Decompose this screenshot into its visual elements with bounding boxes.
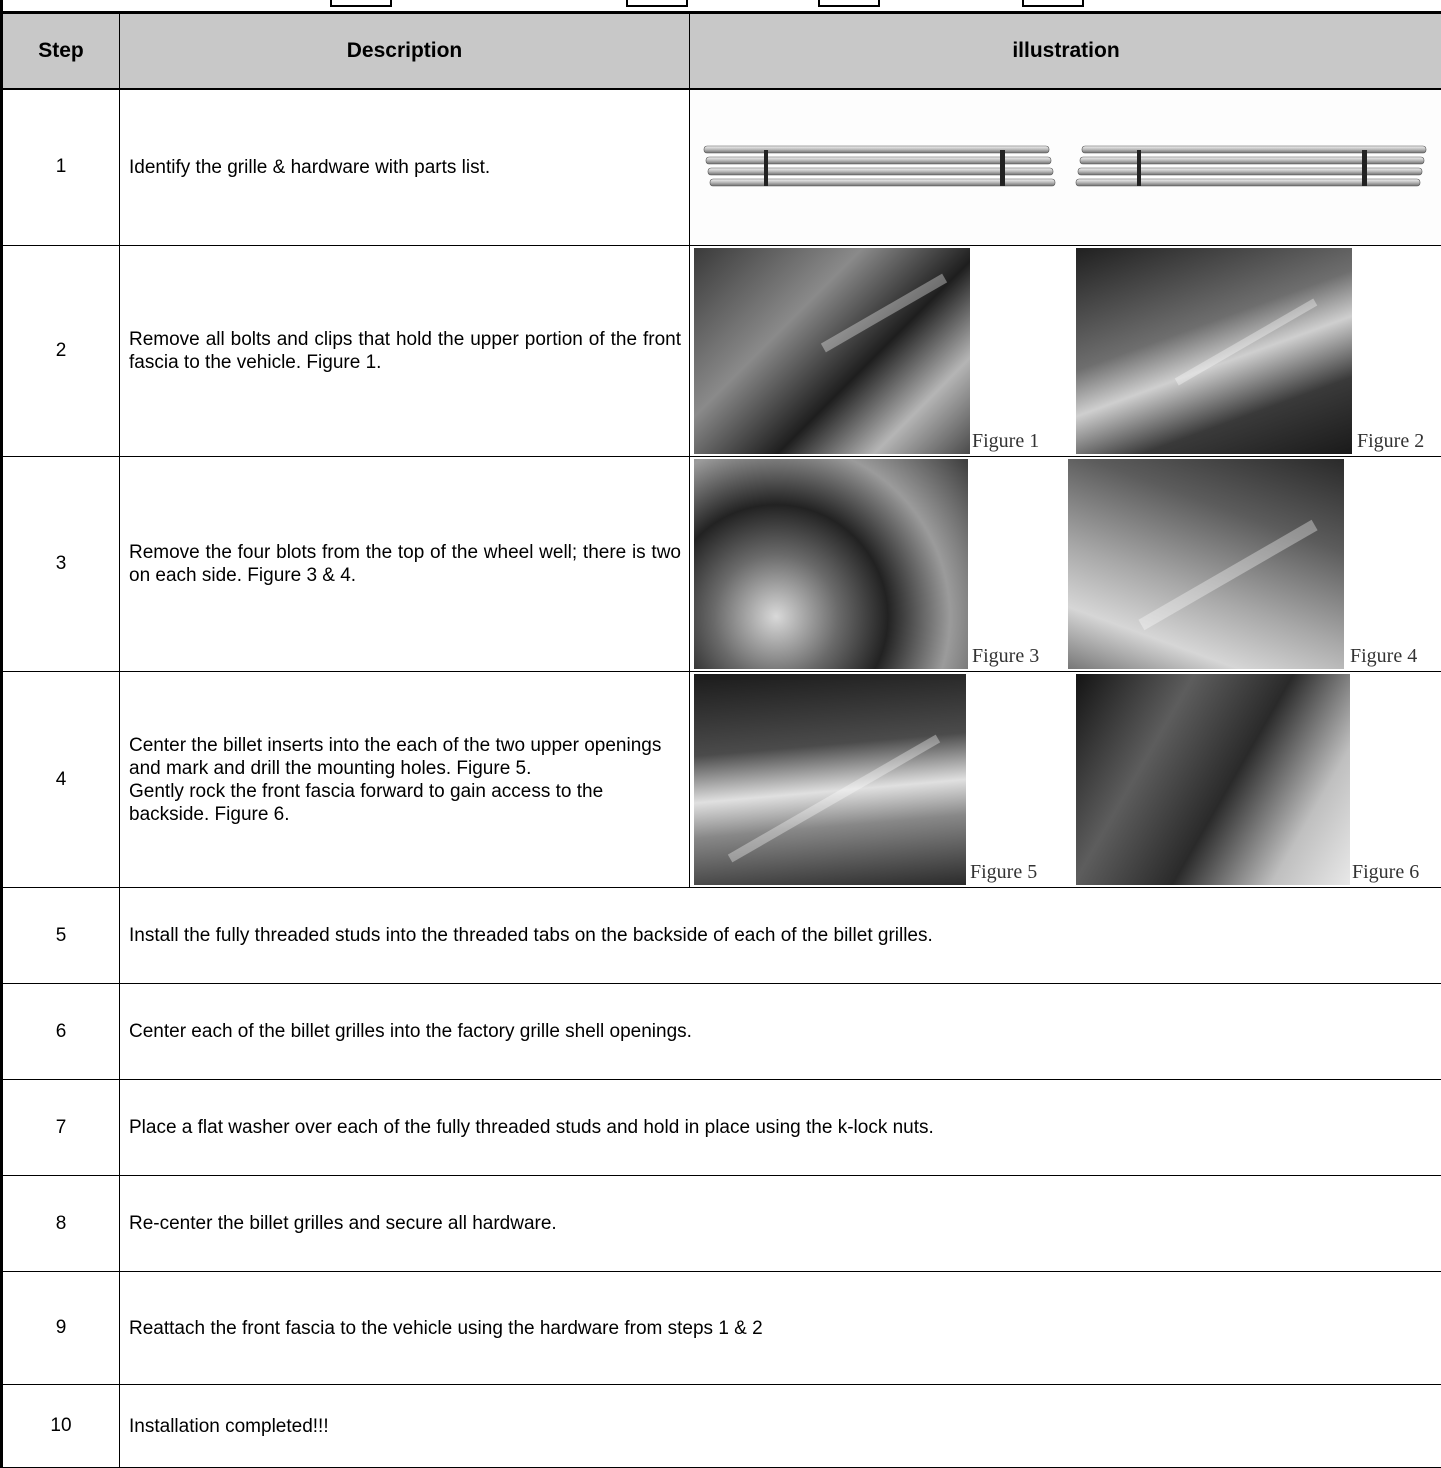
- figure-label: Figure 4: [1348, 645, 1419, 668]
- step-number: 8: [2, 1176, 120, 1272]
- photo-figure-4: [1068, 459, 1344, 669]
- left-grille: [704, 146, 1055, 186]
- step-number: 10: [2, 1385, 120, 1468]
- table-header-row: [2, 13, 1441, 89]
- step-description-line: Center the billet inserts into the each of the two upper openings and mark and drill the mounting holes. Figure 5.: [129, 734, 681, 780]
- step-description: Install the fully threaded studs into the threaded tabs on the backside of each of the billet grilles.: [120, 888, 1441, 984]
- table-row: [2, 246, 1441, 457]
- billet-grille-drawing: [690, 90, 1441, 246]
- figure-label: Figure 5: [968, 861, 1039, 884]
- checkbox: [330, 0, 392, 7]
- step-number: 6: [2, 984, 120, 1080]
- photo-figure-2: [1076, 248, 1352, 454]
- figure-label: Figure 1: [970, 430, 1041, 453]
- table-row: [2, 1176, 1441, 1272]
- table-row: [2, 1385, 1441, 1468]
- step-number: 2: [2, 246, 120, 457]
- right-grille: [1076, 146, 1426, 186]
- figure-label: Figure 3: [970, 645, 1041, 668]
- step-column-header: Step: [2, 13, 120, 89]
- step-description: Remove all bolts and clips that hold the upper portion of the front fascia to the vehicle. Figure 1.: [120, 246, 690, 457]
- step-number: 9: [2, 1272, 120, 1385]
- photo-figure-6: [1076, 674, 1350, 885]
- figure-label: Figure 6: [1350, 861, 1421, 884]
- step-description: Re-center the billet grilles and secure all hardware.: [120, 1176, 1441, 1272]
- grille-parts-image: [690, 90, 1441, 246]
- photo-figure-3: [694, 459, 968, 669]
- step-number: 4: [2, 672, 120, 888]
- illustration-column-header: illustration: [690, 13, 1441, 89]
- illustration-cell: [690, 457, 1441, 672]
- photo-figure-5: [694, 674, 966, 885]
- description-column-header: Description: [120, 13, 690, 89]
- table-row: [2, 888, 1441, 984]
- step-description: Place a flat washer over each of the fully threaded studs and hold in place using the k-lock nuts.: [120, 1080, 1441, 1176]
- installation-steps-table: [0, 11, 1441, 1468]
- illustration-cell: [690, 672, 1441, 888]
- table-row: [2, 89, 1441, 246]
- step-description: Installation completed!!!: [120, 1385, 1441, 1468]
- step-description-line: Gently rock the front fascia forward to gain access to the backside. Figure 6.: [129, 780, 681, 826]
- step-description: [120, 672, 690, 888]
- step-description: Reattach the front fascia to the vehicle using the hardware from steps 1 & 2: [120, 1272, 1441, 1385]
- table-row: [2, 457, 1441, 672]
- step-number: 5: [2, 888, 120, 984]
- illustration-cell: [690, 89, 1441, 246]
- step-description: Identify the grille & hardware with parts list.: [120, 89, 690, 246]
- checkbox: [818, 0, 880, 7]
- table-row: [2, 672, 1441, 888]
- photo-figure-1: [694, 248, 970, 454]
- table-row: [2, 1080, 1441, 1176]
- table-row: [2, 1272, 1441, 1385]
- checkbox: [626, 0, 688, 7]
- illustration-cell: [690, 246, 1441, 457]
- step-description: Center each of the billet grilles into the factory grille shell openings.: [120, 984, 1441, 1080]
- table-row: [2, 984, 1441, 1080]
- step-number: 1: [2, 89, 120, 246]
- figure-label: Figure 2: [1355, 430, 1426, 453]
- checkbox: [1022, 0, 1084, 7]
- step-number: 7: [2, 1080, 120, 1176]
- step-description: Remove the four blots from the top of the wheel well; there is two on each side. Figure 3 & 4.: [120, 457, 690, 672]
- step-number: 3: [2, 457, 120, 672]
